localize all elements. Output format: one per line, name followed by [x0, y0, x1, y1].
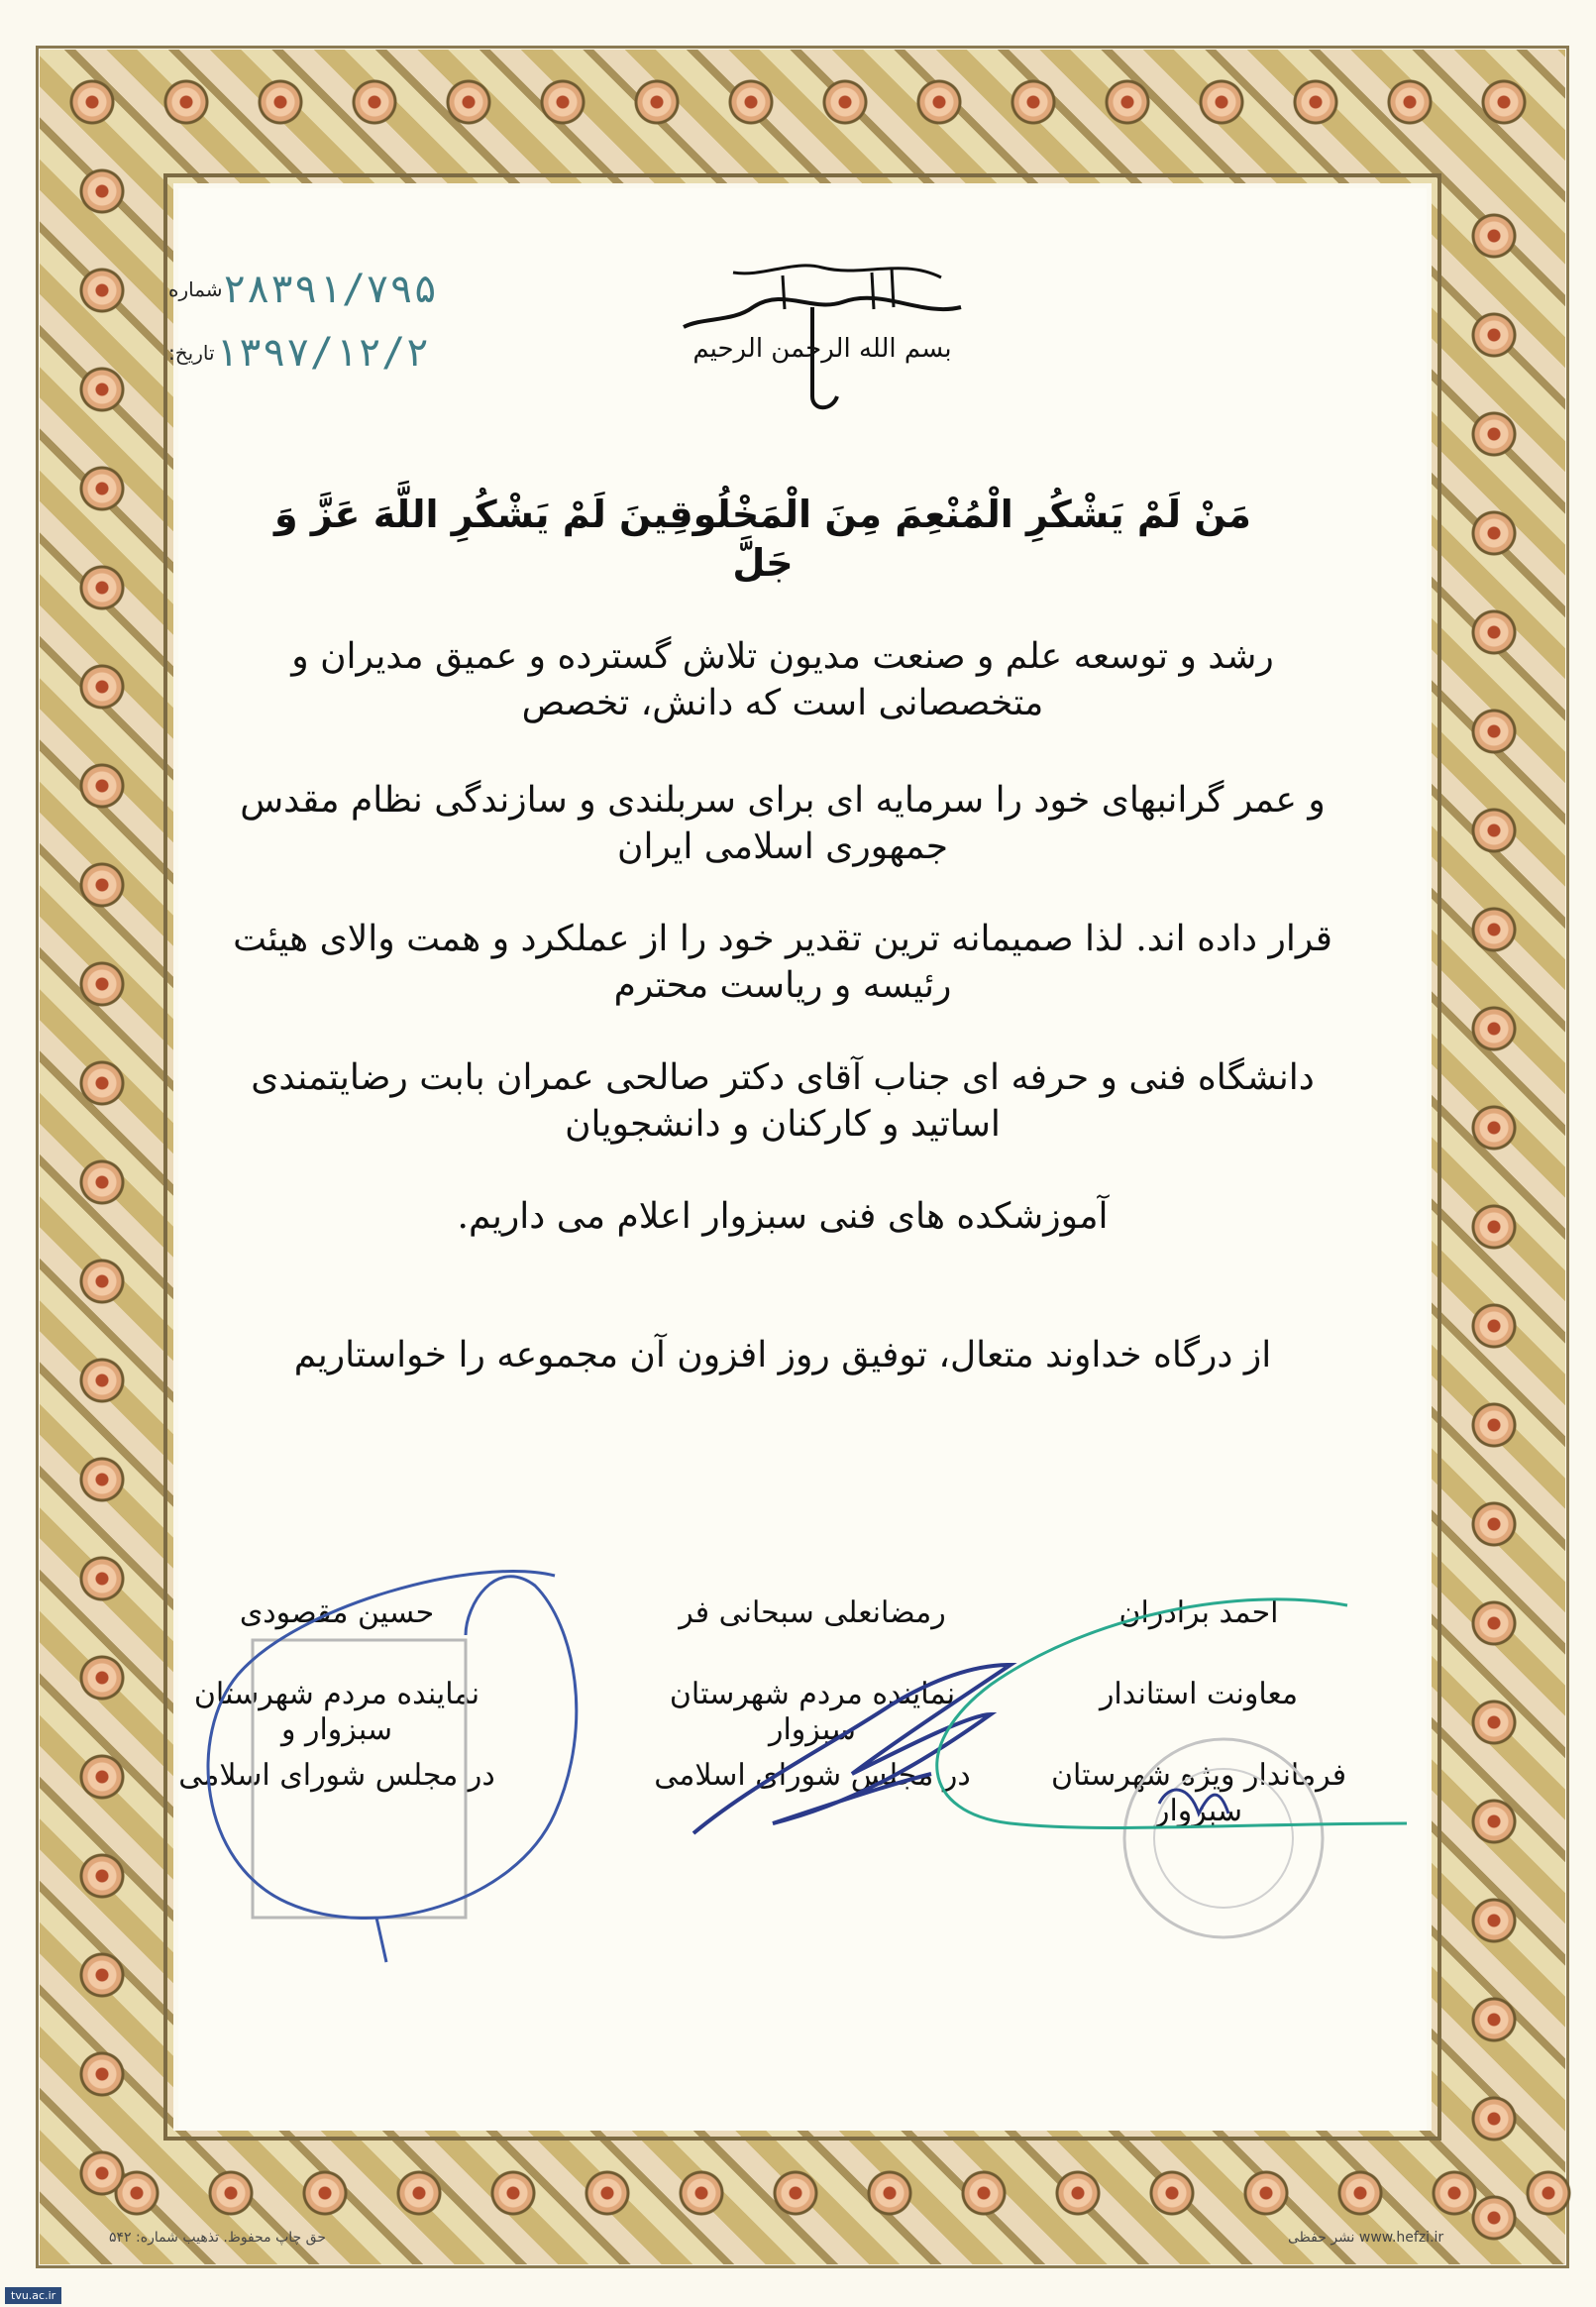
flower-ornament — [446, 79, 491, 125]
flower-ornament — [79, 1259, 125, 1304]
flower-ornament — [1432, 2170, 1477, 2216]
flower-ornament — [258, 79, 303, 125]
flower-ornament — [1471, 1700, 1517, 1745]
body-line-4: دانشگاه فنی و حرفه ای جناب آقای دکتر صالحی عمران بابت رضایتمندی اساتید و کارکنان و دانشجویان — [251, 1057, 1315, 1145]
signatory-name: رمضانعلی سبحانی فر — [679, 1595, 946, 1630]
flower-ornament — [79, 1655, 125, 1701]
flower-ornament — [1149, 2170, 1195, 2216]
flower-ornament — [79, 1457, 125, 1502]
flower-ornament — [1526, 2170, 1571, 2216]
flower-ornament — [352, 79, 397, 125]
flower-ornament — [540, 79, 585, 125]
flower-ornament — [79, 168, 125, 214]
flower-ornament — [1471, 808, 1517, 853]
flower-ornament — [1481, 79, 1527, 125]
flower-ornament — [1471, 1402, 1517, 1448]
flower-ornament — [79, 1159, 125, 1205]
flower-ornament — [773, 2170, 818, 2216]
flower-ornament — [79, 961, 125, 1007]
flower-ornament — [1471, 907, 1517, 952]
signatory-name: حسین مقصودی — [239, 1595, 435, 1630]
flower-ornament — [79, 664, 125, 710]
flower-ornament — [79, 1853, 125, 1899]
flower-ornament — [396, 2170, 442, 2216]
number-row — [159, 258, 476, 321]
flower-ornament — [79, 1754, 125, 1800]
bismillah-text: بسم الله الرحمن الرحیم — [692, 334, 952, 364]
date-value: ۱۳۹۷/۱۲/۲ — [214, 330, 430, 376]
flower-ornament — [634, 79, 680, 125]
flower-ornament — [79, 1358, 125, 1403]
site-watermark: tvu.ac.ir — [5, 2287, 61, 2304]
flower-ornament — [585, 2170, 630, 2216]
flower-ornament — [1387, 79, 1433, 125]
flower-ornament — [1243, 2170, 1289, 2216]
flower-ornament — [1471, 2096, 1517, 2142]
flower-ornament — [79, 2051, 125, 2097]
flower-ornament — [1471, 709, 1517, 754]
closing-line: از درگاه خداوند متعال، توفیق روز افزون آن مجموعه را خواستاریم — [293, 1335, 1272, 1375]
flower-ornament — [1471, 1204, 1517, 1250]
flower-ornament — [79, 763, 125, 809]
signatory-title: در مجلس شورای اسلامی — [654, 1758, 971, 1793]
footer-copyright: حق چاپ محفوظ. تذهیب شماره: ۵۴۲ — [109, 2230, 326, 2246]
flower-ornament — [728, 79, 774, 125]
reference-block — [159, 258, 476, 384]
signatory-name: احمد برادران — [1118, 1595, 1279, 1630]
footer-publisher: www.hefzi.ir نشر حفظی — [1288, 2230, 1444, 2246]
flower-ornament — [679, 2170, 724, 2216]
signatory-title: نماینده مردم شهرستان سبزوار — [669, 1677, 956, 1747]
number-value: ۲۸۳۹۱/۷۹۵ — [222, 267, 438, 312]
flower-ornament — [79, 1952, 125, 1998]
flower-ornament — [79, 1556, 125, 1601]
date-label: تاریخ: — [168, 341, 215, 365]
content-area — [178, 188, 1427, 2131]
flower-ornament — [867, 2170, 912, 2216]
flower-ornament — [1471, 1799, 1517, 1844]
flower-ornament — [1471, 2195, 1517, 2241]
flower-ornament — [916, 79, 962, 125]
number-label: شماره — [168, 277, 223, 301]
flower-ornament — [163, 79, 209, 125]
flower-ornament — [69, 79, 115, 125]
flower-ornament — [79, 565, 125, 610]
flower-ornament — [1471, 1600, 1517, 1646]
signatory-maghsoudi — [159, 1595, 515, 1839]
flower-ornament — [79, 1060, 125, 1106]
flower-ornament — [1471, 1898, 1517, 1943]
flower-ornament — [79, 268, 125, 313]
flower-ornament — [1471, 1997, 1517, 2042]
flower-ornament — [208, 2170, 254, 2216]
body-line-5: آموزشکده های فنی سبزوار اعلام می داریم. — [457, 1196, 1109, 1237]
signatory-title: فرماندار ویژه شهرستان سبزوار — [1050, 1758, 1347, 1828]
body-line-2: و عمر گرانبهای خود را سرمایه ای برای سربلندی و سازندگی نظام مقدس جمهوری اسلامی ایران — [240, 780, 1326, 867]
flower-ornament — [1055, 2170, 1101, 2216]
flower-ornament — [79, 466, 125, 511]
bismillah-calligraphy — [664, 248, 981, 416]
flower-ornament — [1011, 79, 1056, 125]
flower-ornament — [1471, 510, 1517, 556]
flower-ornament — [1471, 411, 1517, 457]
flower-ornament — [1471, 1303, 1517, 1349]
flower-ornament — [1337, 2170, 1383, 2216]
flower-ornament — [1471, 1501, 1517, 1547]
flower-ornament — [1293, 79, 1338, 125]
hadith-verse: مَنْ لَمْ يَشْكُرِ الْمُنْعِمَ مِنَ الْمَخْلُوقِينَ لَمْ يَشْكُرِ اللَّهَ عَزَّ وَ جَلَّ — [274, 493, 1251, 586]
flower-ornament — [1471, 609, 1517, 655]
flower-ornament — [1199, 79, 1244, 125]
flower-ornament — [490, 2170, 536, 2216]
flower-ornament — [1471, 1006, 1517, 1051]
flower-ornament — [1105, 79, 1150, 125]
flower-ornament — [302, 2170, 348, 2216]
date-row — [159, 321, 476, 384]
flower-ornament — [79, 367, 125, 412]
flower-ornament — [1471, 213, 1517, 259]
flower-ornament — [79, 2150, 125, 2196]
signatory-sobhanifar — [634, 1595, 991, 1839]
body-line-1: رشد و توسعه علم و صنعت مدیون تلاش گسترده و عمیق مدیران و متخصصانی است که دانش، تخصص — [291, 636, 1274, 723]
signatory-baradaran — [1020, 1595, 1377, 1839]
flower-ornament — [961, 2170, 1007, 2216]
flower-ornament — [1471, 1105, 1517, 1151]
flower-ornament — [1471, 312, 1517, 358]
flower-ornament — [822, 79, 868, 125]
flower-ornament — [79, 862, 125, 908]
signatory-title: نماینده مردم شهرستان سبزوار و — [193, 1677, 480, 1747]
signatory-title: در مجلس شورای اسلامی — [178, 1758, 495, 1793]
body-line-3: قرار داده اند. لذا صمیمانه ترین تقدیر خود را از عملکرد و همت والای هیئت رئیسه و ریاست محترم — [233, 919, 1332, 1006]
signatory-title: معاونت استاندار — [1099, 1677, 1299, 1711]
